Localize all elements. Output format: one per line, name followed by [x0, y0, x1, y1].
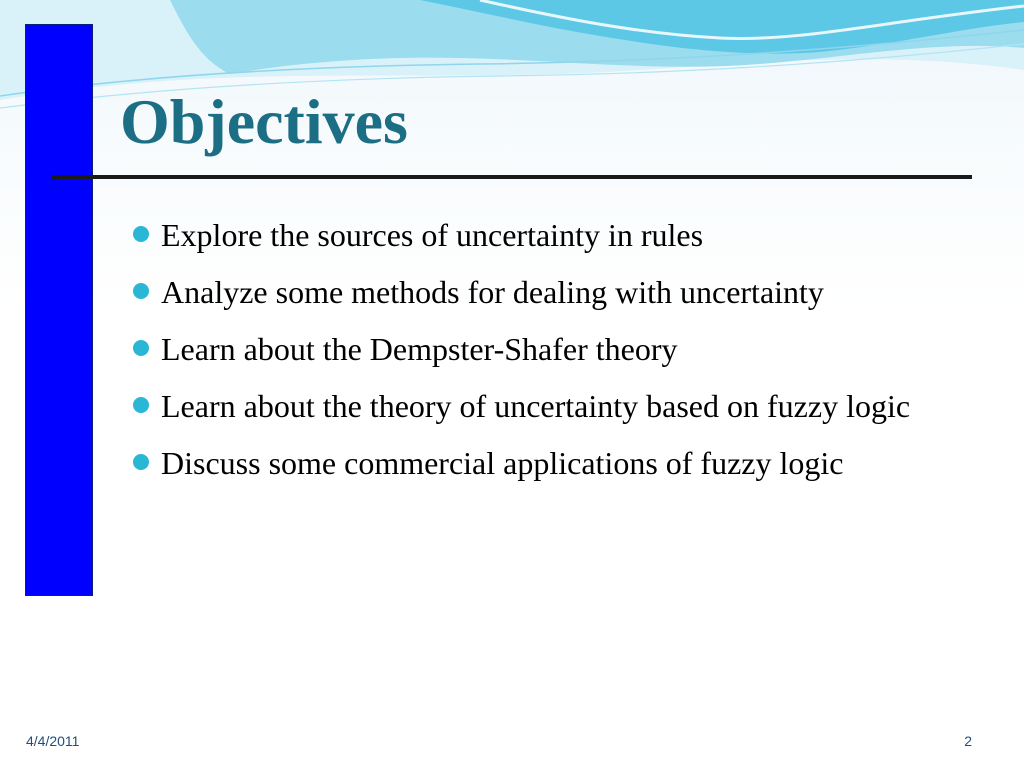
list-item: [132, 212, 932, 258]
list-item: [132, 383, 932, 429]
footer-date: 4/4/2011: [26, 733, 80, 749]
bullet-icon: [133, 283, 149, 299]
bullet-text: Analyze some methods for dealing with uncertainty: [161, 274, 824, 310]
list-item: [132, 440, 932, 486]
list-item: [132, 326, 932, 372]
bullet-icon: [133, 226, 149, 242]
bullet-icon: [133, 397, 149, 413]
bullet-icon: [133, 454, 149, 470]
title-divider: [51, 175, 972, 179]
bullet-text: Explore the sources of uncertainty in rules: [161, 217, 704, 253]
bullet-text: Discuss some commercial applications of fuzzy logic: [161, 445, 844, 481]
slide-title: Objectives: [120, 86, 408, 157]
list-item: [132, 269, 932, 315]
bullet-icon: [133, 340, 149, 356]
objectives-list: [132, 212, 932, 497]
bullet-text: Learn about the theory of uncertainty based on fuzzy logic: [161, 388, 911, 424]
footer-page-number: 2: [964, 733, 972, 749]
bullet-text: Learn about the Dempster-Shafer theory: [161, 331, 678, 367]
left-accent-bar: [25, 24, 93, 596]
